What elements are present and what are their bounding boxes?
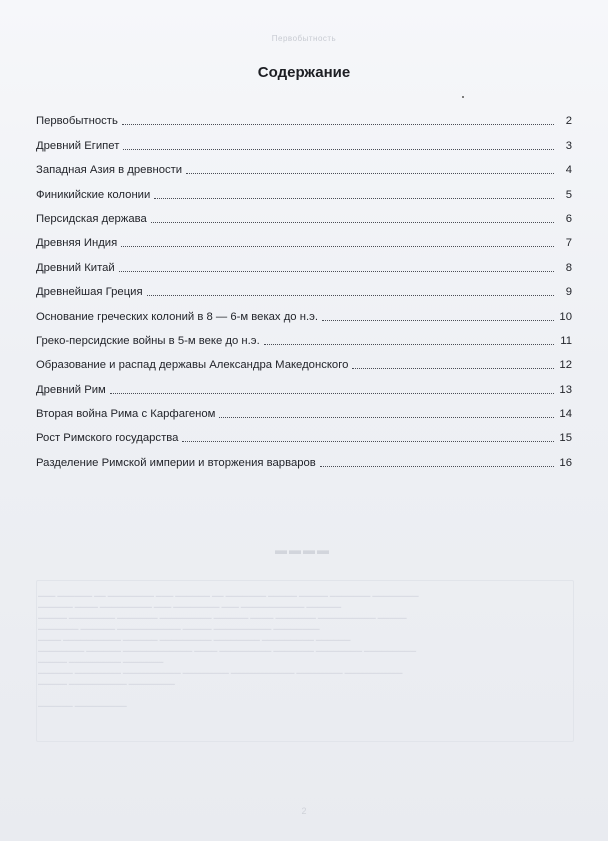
toc-entry-page: 5 bbox=[565, 188, 572, 201]
dot-leader bbox=[352, 367, 554, 369]
show-through-line: ▁▁▁▁▁▁ ▁▁▁▁▁▁▁▁ ▁▁▁▁▁▁▁▁▁▁ ▁▁▁▁▁▁▁▁ ▁▁▁▁▁▁▁▁▁▁▁ ▁▁▁▁▁▁▁▁ ▁▁▁▁▁▁▁▁▁▁ bbox=[38, 665, 403, 674]
dot-leader bbox=[186, 172, 554, 174]
print-speck bbox=[462, 96, 464, 98]
toc-entry-title: Древний Рим bbox=[36, 383, 106, 396]
toc-entry-page: 6 bbox=[565, 212, 572, 225]
show-through-line: ▁▁▁▁▁ ▁▁▁▁▁▁▁▁▁▁ ▁▁▁▁▁▁▁▁ bbox=[38, 676, 175, 685]
toc-entry-title: Персидская держава bbox=[36, 212, 147, 225]
toc-entry-page: 13 bbox=[559, 383, 572, 396]
toc-entry-title: Разделение Римской империи и вторжения варваров bbox=[36, 456, 316, 469]
show-through-line: ▁▁▁▁▁ ▁▁▁▁▁▁▁▁▁ ▁▁▁▁▁▁▁ bbox=[38, 654, 164, 663]
toc-entry bbox=[36, 128, 572, 152]
dot-leader bbox=[264, 343, 554, 345]
dot-leader bbox=[122, 123, 554, 125]
dot-leader bbox=[154, 197, 554, 199]
toc-entry bbox=[36, 104, 572, 128]
show-through-line: ▁▁▁▁▁ ▁▁▁▁▁▁▁▁ ▁▁▁▁▁▁▁ ▁▁▁▁▁▁▁▁▁ ▁▁▁▁▁▁ ▁▁▁▁ ▁▁▁▁▁▁▁ ▁▁▁▁▁▁▁▁▁▁ ▁▁▁▁▁ bbox=[38, 610, 407, 619]
toc-entry-title: Первобытность bbox=[36, 115, 118, 128]
toc-entry-title: Образование и распад державы Александра Македонского bbox=[36, 359, 349, 372]
toc-entry bbox=[36, 226, 572, 250]
show-through-line bbox=[38, 687, 568, 698]
toc-entry-title: Древний Китай bbox=[36, 261, 115, 274]
dot-leader bbox=[182, 440, 554, 442]
toc-entry-title: Основание греческих колоний в 8 — 6-м веках до н.э. bbox=[36, 310, 319, 323]
toc-entry-title: Вторая война Рима с Карфагеном bbox=[36, 408, 216, 421]
toc-entry bbox=[36, 177, 572, 201]
dot-leader bbox=[322, 319, 554, 321]
toc-entry bbox=[36, 275, 572, 299]
show-through-line: ▁▁▁▁▁▁▁▁ ▁▁▁▁▁▁ ▁▁▁▁▁▁▁▁▁▁▁▁ ▁▁▁▁ ▁▁▁▁▁▁▁▁▁ ▁▁▁▁▁▁▁ ▁▁▁▁▁▁▁▁ ▁▁▁▁▁▁▁▁▁ bbox=[38, 643, 416, 652]
toc-entry-title: Западная Азия в древности bbox=[36, 164, 183, 177]
toc-entry-page: 12 bbox=[559, 359, 572, 372]
toc-entry bbox=[36, 202, 572, 226]
toc-entry-page: 16 bbox=[559, 456, 572, 469]
toc-entry-page: 4 bbox=[565, 164, 572, 177]
show-through-line: ▁▁▁▁▁▁ ▁▁▁▁ ▁▁▁▁▁▁▁▁▁ ▁▁▁ ▁▁▁▁▁▁▁▁ ▁▁▁ ▁▁▁▁▁▁▁▁▁▁▁ ▁▁▁▁▁▁ bbox=[38, 599, 341, 608]
toc-entry-title: Древний Египет bbox=[36, 139, 120, 152]
show-through-line: ▁▁▁▁ ▁▁▁▁▁▁▁▁▁▁ ▁▁▁▁▁▁ ▁▁▁▁▁▁▁▁▁ ▁▁▁▁▁▁▁▁ ▁▁▁▁▁▁▁▁▁ ▁▁▁▁▁▁ bbox=[38, 632, 351, 641]
toc-entry-page: 8 bbox=[565, 261, 572, 274]
page-number: 2 bbox=[301, 806, 307, 816]
dot-leader bbox=[151, 221, 554, 223]
toc-entry bbox=[36, 153, 572, 177]
dot-leader bbox=[121, 245, 554, 247]
toc-entry-title: Древнейшая Греция bbox=[36, 286, 143, 299]
faint-running-header: Первобытность bbox=[271, 34, 337, 43]
dot-leader bbox=[320, 465, 554, 467]
toc-entry-title: Рост Римского государства bbox=[36, 432, 179, 445]
toc-entry bbox=[36, 250, 572, 274]
toc-entry bbox=[36, 372, 572, 396]
dot-leader bbox=[123, 148, 554, 150]
dot-leader bbox=[110, 392, 554, 394]
table-of-contents bbox=[36, 104, 572, 470]
toc-entry-page: 2 bbox=[565, 115, 572, 128]
toc-entry-title: Древняя Индия bbox=[36, 237, 118, 250]
show-through-line: ▁▁▁ ▁▁▁▁▁▁ ▁▁ ▁▁▁▁▁▁▁▁ ▁▁▁ ▁▁▁▁▁▁ ▁▁ ▁▁▁▁▁▁▁ ▁▁▁▁▁ ▁▁▁▁▁ ▁▁▁▁▁▁▁ ▁▁▁▁▁▁▁▁ bbox=[38, 588, 419, 597]
show-through-line: ▁▁▁▁▁▁▁ ▁▁▁▁▁▁ ▁▁▁▁▁▁▁▁▁▁▁ ▁▁▁▁▁ ▁▁▁▁▁▁▁▁▁▁ ▁▁▁▁▁▁▁▁ bbox=[38, 621, 320, 630]
toc-entry-page: 9 bbox=[565, 286, 572, 299]
show-through-line: ▁▁▁▁▁▁ ▁▁▁▁▁▁▁▁▁ bbox=[38, 698, 127, 707]
toc-entry-page: 11 bbox=[560, 334, 572, 347]
toc-entry-page: 15 bbox=[559, 432, 572, 445]
toc-entry bbox=[36, 421, 572, 445]
toc-entry bbox=[36, 397, 572, 421]
show-through-heading: ▬▬▬▬ bbox=[275, 543, 331, 557]
toc-entry bbox=[36, 324, 572, 348]
dot-leader bbox=[119, 270, 554, 272]
toc-entry-page: 14 bbox=[559, 408, 572, 421]
toc-entry-page: 3 bbox=[565, 139, 572, 152]
toc-entry-page: 10 bbox=[559, 310, 572, 323]
toc-entry bbox=[36, 299, 572, 323]
dot-leader bbox=[147, 294, 554, 296]
toc-entry-title: Греко-персидские войны в 5-м веке до н.э. bbox=[36, 334, 260, 347]
toc-entry bbox=[36, 348, 572, 372]
toc-entry-title: Финикийские колонии bbox=[36, 188, 151, 201]
toc-entry-page: 7 bbox=[565, 237, 572, 250]
toc-entry bbox=[36, 445, 572, 469]
dot-leader bbox=[219, 416, 554, 418]
show-through-text bbox=[38, 588, 568, 709]
page-title: Содержание bbox=[257, 64, 351, 81]
